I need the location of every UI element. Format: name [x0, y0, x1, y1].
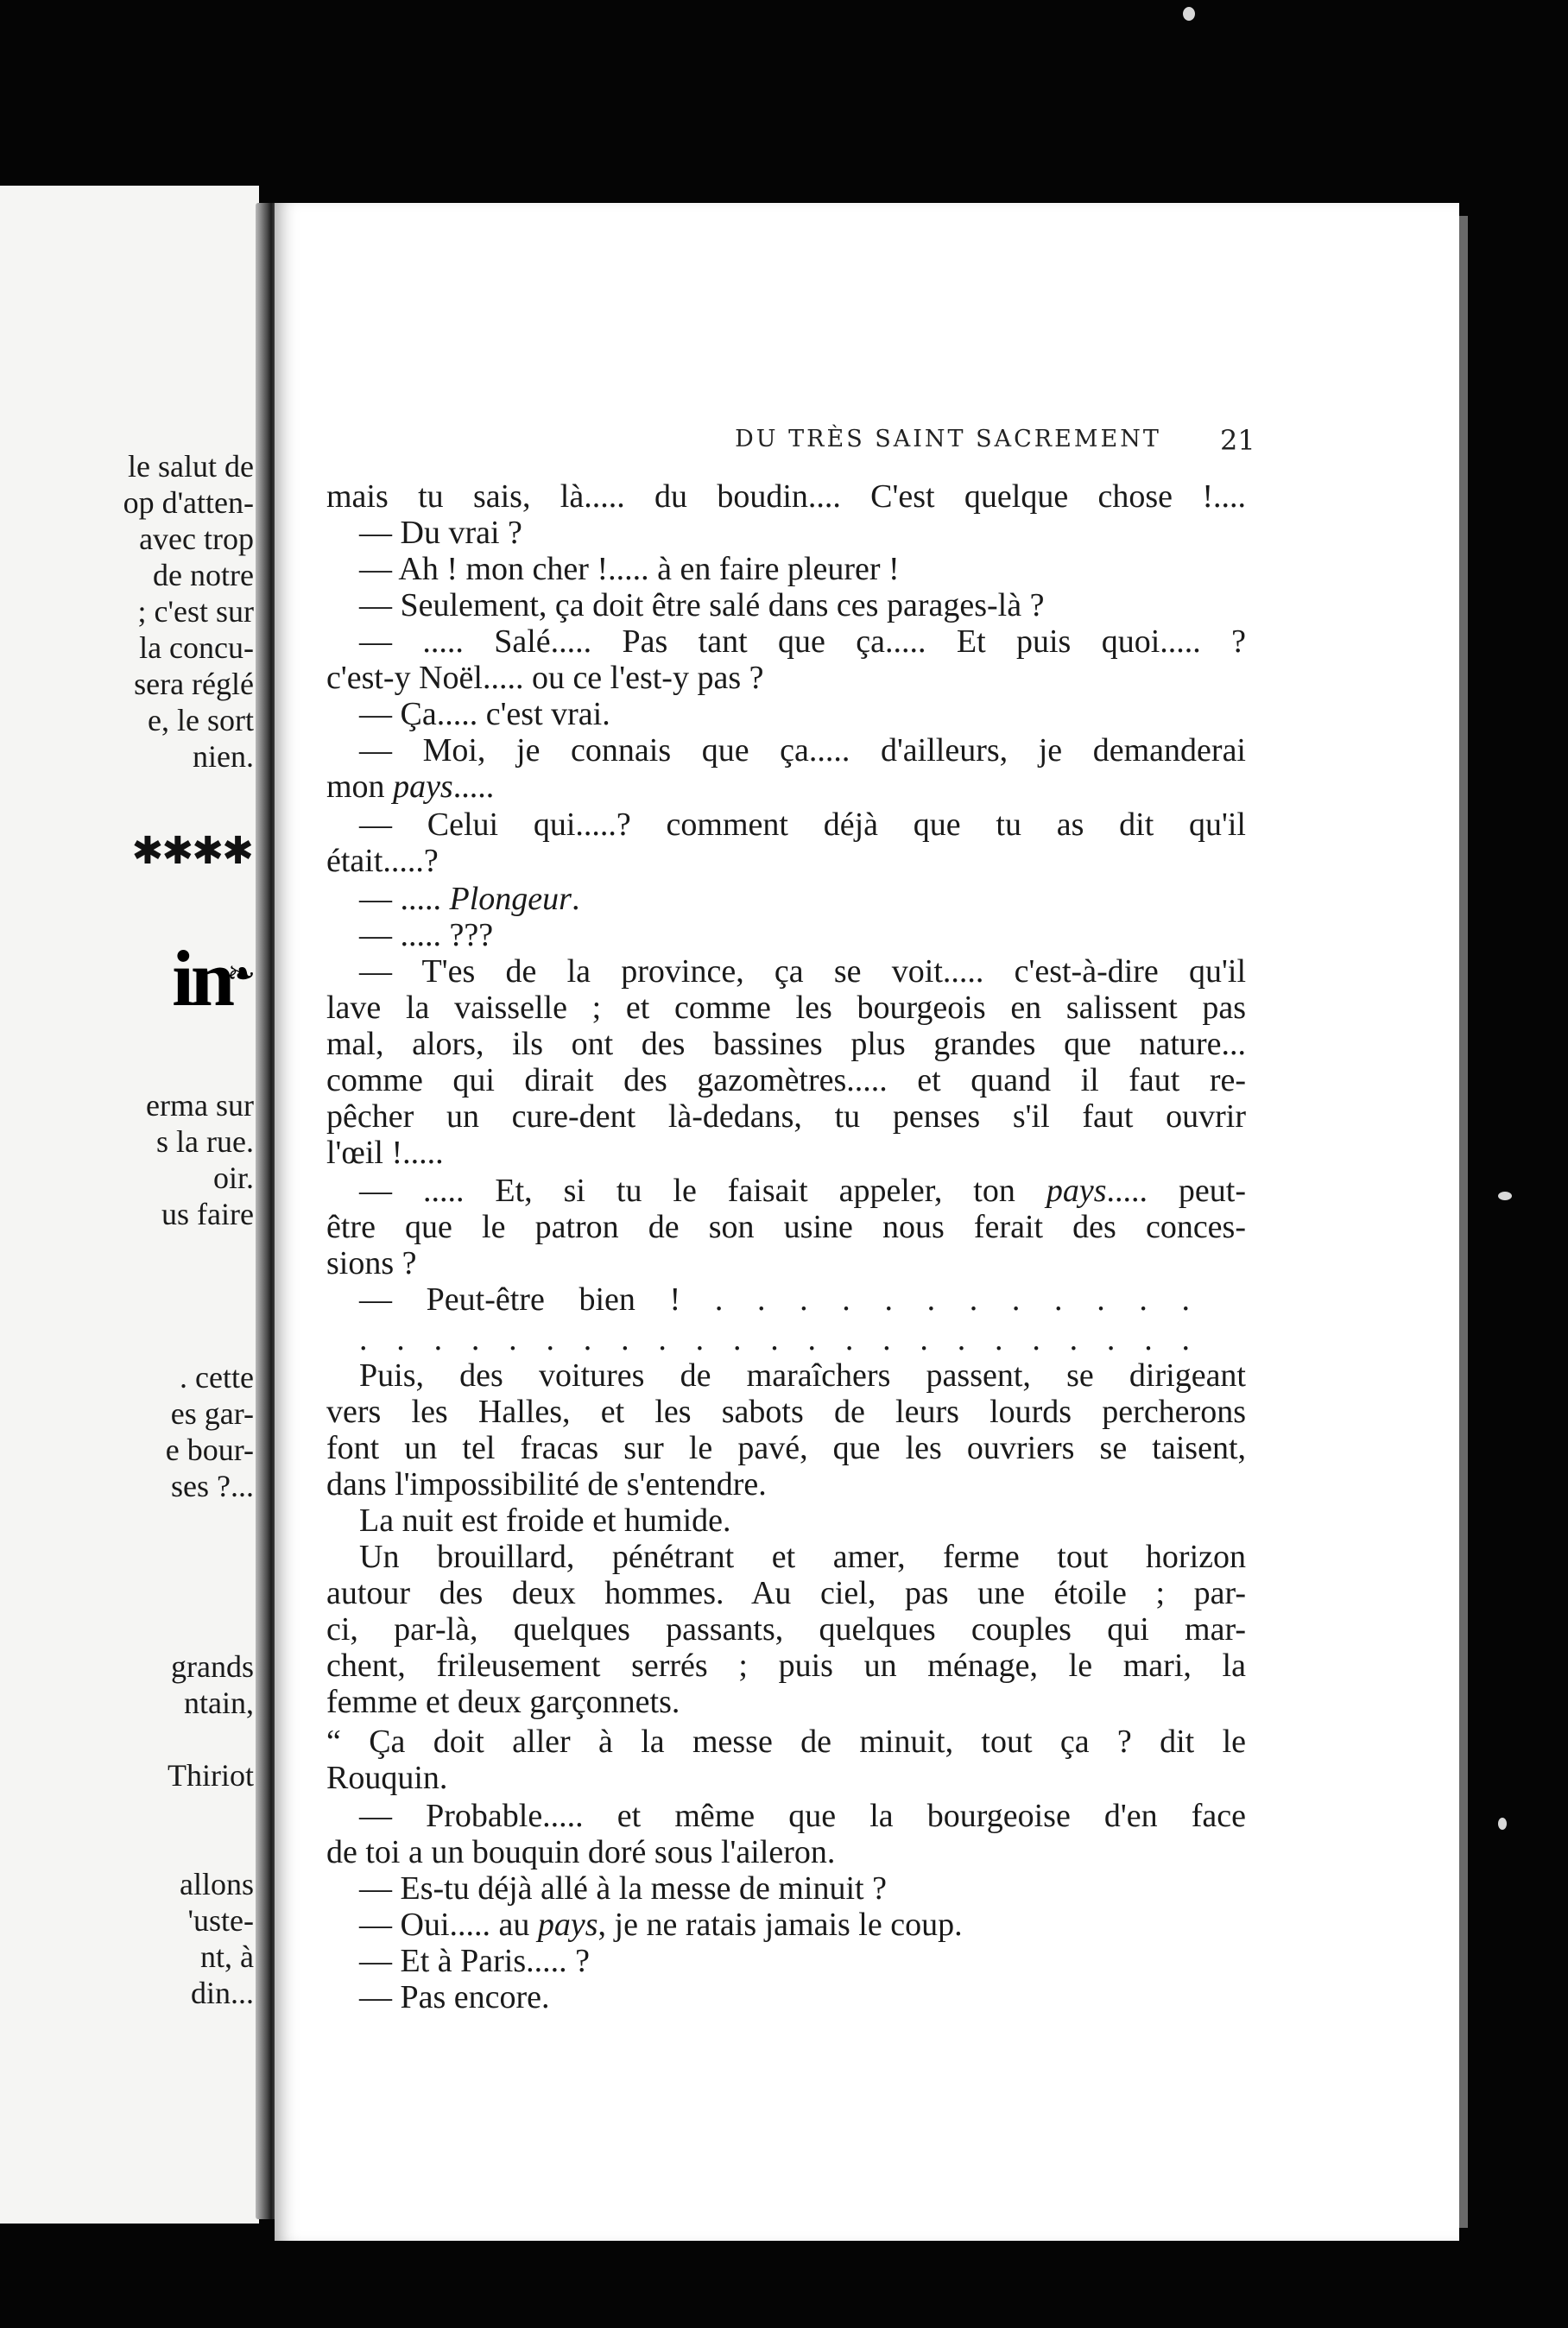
text-line: de toi a un bouquin doré sous l'aileron. — [326, 1834, 836, 1870]
text-line: mais tu sais, là..... du boudin.... C'est quelque chose !.... — [326, 478, 1246, 515]
left-page-line: op d'atten- — [123, 485, 254, 520]
text-line: chent, frileusement serrés ; puis un ménage, le mari, la — [326, 1648, 1246, 1684]
left-page-line: le salut de — [128, 449, 254, 484]
text-line: mon pays..... — [326, 769, 495, 805]
left-page-line: nt, à — [200, 1939, 254, 1974]
page-number: 21 — [1220, 424, 1255, 457]
text-line: — T'es de la province, ça se voit..... c'est-à-dire qu'il — [359, 953, 1246, 990]
text-line: mal, alors, ils ont des bassines plus grandes que nature... — [326, 1026, 1246, 1062]
text-line: font un tel fracas sur le pavé, que les ouvriers se taisent, — [326, 1430, 1246, 1466]
text-line: être que le patron de son usine nous ferait des conces- — [326, 1209, 1246, 1245]
left-page — [0, 186, 259, 2224]
right-page — [275, 203, 1459, 2241]
left-page-line: ntain, — [184, 1686, 254, 1720]
dust-speck — [1498, 1818, 1507, 1830]
left-page-line: e, le sort — [148, 703, 254, 737]
text-line: Rouquin. — [326, 1760, 448, 1796]
running-head: DU TRÈS SAINT SACREMENT — [735, 426, 1161, 452]
left-page-line: sera réglé — [134, 667, 254, 701]
text-line: autour des deux hommes. Au ciel, pas une étoile ; par- — [326, 1575, 1246, 1611]
left-page-line: us faire — [161, 1197, 254, 1231]
left-page-line: ; c'est sur — [137, 594, 254, 629]
left-page-line: oir. — [212, 1161, 254, 1195]
text-line: vers les Halles, et les sabots de leurs lourds percherons — [326, 1394, 1246, 1430]
text-line: ci, par-là, quelques passants, quelques couples qui mar- — [326, 1611, 1246, 1648]
text-line: sions ? — [326, 1245, 417, 1281]
text-line: — Moi, je connais que ça..... d'ailleurs, je demanderai — [359, 732, 1246, 769]
left-page-line: de notre — [153, 558, 254, 592]
left-page-line: avec trop — [139, 522, 254, 556]
text-line: était.....? — [326, 843, 439, 879]
left-page-line: es gar- — [170, 1396, 254, 1431]
text-line: — ..... Plongeur. — [359, 881, 580, 917]
left-page-line: . cette — [180, 1360, 254, 1395]
dust-speck — [1183, 7, 1195, 21]
text-line: — Celui qui.....? comment déjà que tu as dit qu'il — [359, 807, 1246, 843]
text-line: “ Ça doit aller à la messe de minuit, tout ça ? dit le — [326, 1724, 1246, 1760]
fleuron-icon: ❧ — [226, 954, 256, 994]
left-page-line: erma sur — [146, 1088, 254, 1123]
text-line: Un brouillard, pénétrant et amer, ferme tout horizon — [359, 1539, 1246, 1575]
page-edge — [1459, 216, 1468, 2228]
text-line: — Peut-être bien ! . . . . . . . . . . . . — [359, 1281, 1190, 1318]
chapter-heading-fragment: in — [172, 934, 231, 1022]
left-page-line: din... — [190, 1976, 254, 2010]
dust-speck — [1498, 1192, 1512, 1200]
text-line: l'œil !..... — [326, 1135, 444, 1171]
left-page-line: nien. — [193, 739, 254, 774]
left-page-line: e bour- — [165, 1433, 254, 1467]
text-line: . . . . . . . . . . . . . . . . . . . . . . . — [359, 1321, 1190, 1357]
text-line: — Ah ! mon cher !..... à en faire pleurer ! — [359, 551, 900, 587]
text-line: — Probable..... et même que la bourgeoise d'en face — [359, 1798, 1246, 1834]
left-page-line: la concu- — [139, 630, 254, 665]
text-line: lave la vaisselle ; et comme les bourgeois en salissent pas — [326, 990, 1246, 1026]
text-line: — Seulement, ça doit être salé dans ces parages-là ? — [359, 587, 1045, 623]
left-page-line: 'uste- — [187, 1903, 254, 1938]
text-line: — Oui..... au pays, je ne ratais jamais le coup. — [359, 1907, 963, 1943]
text-line: dans l'impossibilité de s'entendre. — [326, 1466, 767, 1502]
left-page-line: allons — [180, 1867, 254, 1901]
text-line: — Pas encore. — [359, 1979, 550, 2015]
text-line: La nuit est froide et humide. — [359, 1502, 731, 1539]
text-line: — ..... Et, si tu le faisait appeler, ton pays..... peut- — [359, 1173, 1247, 1209]
text-line: — Es-tu déjà allé à la messe de minuit ? — [359, 1870, 887, 1907]
left-page-line: Thiriot — [168, 1758, 254, 1793]
left-page-line: ses ?... — [171, 1469, 254, 1503]
left-page-line: grands — [171, 1649, 254, 1684]
ornament-divider: ✱✱✱✱ — [131, 829, 252, 873]
text-line: femme et deux garçonnets. — [326, 1684, 680, 1720]
text-line: pêcher un cure-dent là-dedans, tu penses s'il faut ouvrir — [326, 1098, 1246, 1135]
text-line: — Du vrai ? — [359, 515, 522, 551]
text-line: — ..... Salé..... Pas tant que ça..... Et puis quoi..... ? — [359, 623, 1246, 660]
text-line: — Ça..... c'est vrai. — [359, 696, 610, 732]
text-line: comme qui dirait des gazomètres..... et quand il faut re- — [326, 1062, 1246, 1098]
left-page-line: s la rue. — [156, 1124, 254, 1159]
text-line: Puis, des voitures de maraîchers passent, se dirigeant — [359, 1357, 1246, 1394]
text-line: c'est-y Noël..... ou ce l'est-y pas ? — [326, 660, 764, 696]
text-line: — ..... ??? — [359, 917, 494, 953]
text-line: — Et à Paris..... ? — [359, 1943, 591, 1979]
